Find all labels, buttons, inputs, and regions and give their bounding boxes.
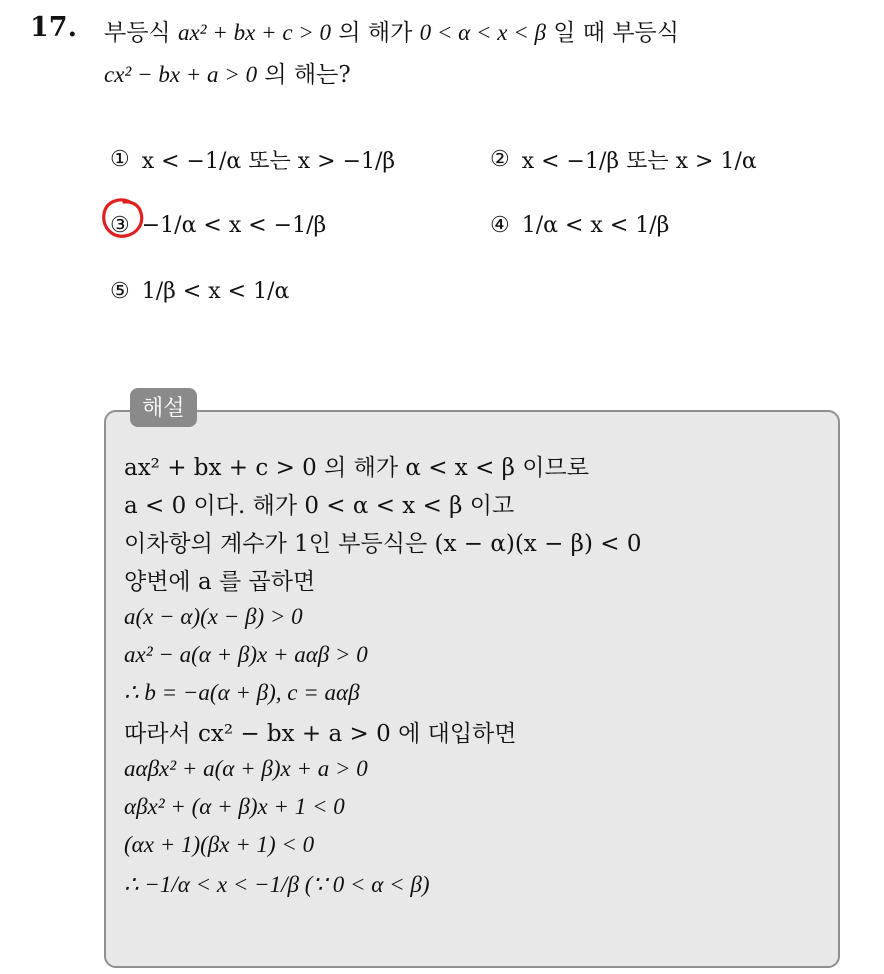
solution-line-10: αβx² + (α + β)x + 1 < 0: [124, 794, 345, 819]
solution-line-5: a(x − α)(x − β) > 0: [124, 604, 303, 629]
option-text: 1/α < x < 1/β: [521, 212, 670, 238]
option-marker: ④: [490, 212, 510, 238]
solution-line-9: aαβx² + a(α + β)x + a > 0: [124, 756, 368, 781]
solution-line-4: 양변에 a 를 곱하면: [124, 568, 316, 595]
option-marker: ③: [110, 212, 130, 238]
option-text: x < −1/α 또는 x > −1/β: [141, 148, 396, 174]
solution-line-6: ax² − a(α + β)x + aαβ > 0: [124, 642, 368, 667]
solution-line-7: ∴ b = −a(α + β), c = aαβ: [124, 680, 360, 705]
question-text-line-2: [104, 56, 351, 89]
q1-inequality: ax² + bx + c > 0: [177, 20, 332, 45]
option-4[interactable]: [490, 190, 669, 260]
q1-mid1: 의 해가: [338, 20, 413, 46]
solution-line-2: a < 0 이다. 해가 0 < α < x < β 이고: [124, 492, 515, 519]
question-text-line-1: [104, 14, 679, 47]
solution-line-3: 이차항의 계수가 1인 부등식은 (x − α)(x − β) < 0: [124, 530, 642, 557]
solution-tag: 해설: [130, 388, 197, 427]
q1-mid2: 일 때 부등식: [553, 20, 679, 46]
option-text: 1/β < x < 1/α: [141, 278, 290, 304]
q1-range: 0 < α < x < β: [419, 20, 546, 45]
answer-circle-mark-icon: [100, 196, 148, 242]
option-marker: ②: [490, 146, 510, 172]
option-1[interactable]: [110, 124, 395, 194]
option-5[interactable]: [110, 256, 289, 326]
q2-inequality: cx² − bx + a > 0: [104, 62, 258, 87]
solution-line-11: (αx + 1)(βx + 1) < 0: [124, 832, 315, 857]
option-marker: ⑤: [110, 278, 130, 304]
option-2[interactable]: [490, 124, 757, 194]
option-text: −1/α < x < −1/β: [141, 212, 327, 238]
q1-prefix: 부등식: [104, 20, 171, 46]
option-marker: ①: [110, 146, 130, 172]
question-number: 17.: [30, 12, 77, 43]
solution-line-8: 따라서 cx² − bx + a > 0 에 대입하면: [124, 720, 517, 747]
solution-line-1: ax² + bx + c > 0 의 해가 α < x < β 이므로: [124, 454, 589, 481]
option-text: x < −1/β 또는 x > 1/α: [521, 148, 757, 174]
q2-suffix: 의 해는?: [264, 62, 351, 88]
solution-line-12: ∴ −1/α < x < −1/β (∵ 0 < α < β): [124, 872, 430, 897]
